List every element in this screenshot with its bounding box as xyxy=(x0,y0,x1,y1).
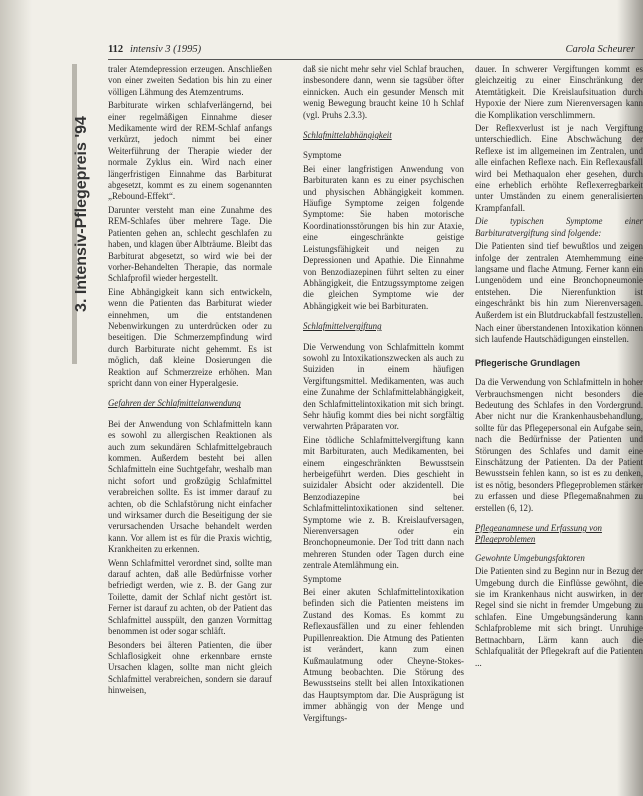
header-rule xyxy=(108,59,643,60)
paragraph: Eine Abhängigkeit kann sich entwickeln, wenn die Patienten das Barbiturat wieder einnehmen, um die entstandenen Nebenwirkungen zu unterdrücken oder zu beseitigen. Die Schmerzempfindung wird durch Barbiturate nicht gehemmt. Es ist möglich, daß kleine Dosierungen die Reaktion auf Schmerzreize erhöhen. Man spricht dann von einer Hyperalgesie. xyxy=(108,286,272,388)
paragraph: traler Atemdepression erzeugen. Anschließen von einer zweiten Sedation bis hin zu einer völligen Lähmung des Atemzentrums. xyxy=(108,64,272,97)
subheading: Schlafmittelabhängigkeit xyxy=(303,130,392,141)
paragraph: Die Patienten sind zu Beginn nur in Bezug der Umgebung durch die Einflüsse gewöhnt, die sie im Krankenhaus nicht auswirken, in der Regel sind sie nicht in fremder Umgebung zu schlafen. Eine Umgebungsänderung kann Schlafprobleme mit sich bringt. Unruhige Bettnachbarn, Lärm kann auch die Schlafqualität der Pflegekraft auf die Patienten ... xyxy=(475,566,643,668)
italic-lead: Die typischen Symptome einer Barbituratvergiftung sind folgende: xyxy=(475,216,643,238)
section-heading: Pflegerische Grundlagen xyxy=(475,357,581,368)
paragraph: Bei einer langfristigen Anwendung von Barbituraten kann es zu einer psychischen und physischen Abhängigkeit kommen. Häufige Symptome zeigen folgende Symptome: Sie haben motorische Koordinationsstörungen bis hin zur Ataxie, eine eingeschränkte geistige Leistungsfähigkeit und neigen zu Depressionen und Apathie. Die Einnahme von Benzodiazepinen führt selten zu einer Abhängigkeit, die Entzugssymptome zeigen die gleichen Symptome wie der Abhängigkeit wie bei Barbituraten. xyxy=(303,163,464,311)
paragraph: Barbiturate wirken schlafverlängernd, bei einer regelmäßigen Einnahme dieser Medikamente wird der REM-Schlaf anfangs verkürzt, jedoch nimmt bei einer Weiterführung der Therapie wieder der normale Zyklus ein. Wird nach einer längerfristigen Einnahme das Barbiturat abgesetzt, kommt es zu einem sogenannten „Rebound-Effekt“. xyxy=(108,100,272,202)
page-number: 112 xyxy=(108,44,124,55)
paragraph: Da die Verwendung von Schlafmitteln in hoher Verbrauchsmengen nicht besonders die Bedeutung des Schlafes in den Vordergrund. Aber nicht nur die Krankenhausbehandlung, sollte für das Pflegepersonal ein Aufgabe sein, nach die Bedürfnisse der Patienten und Störungen des Schlafes und damit eine Einschätzung der Patienten. Da der Patient Bewusstsein fehlen kann, so ist es zu denken, ist es nötig, besonders Pflegeproblemen stärker zu erfassen und diese Pflegemaßnahmen zu erstellen (6, 12). xyxy=(475,377,643,513)
paragraph: daß sie nicht mehr sehr viel Schlaf brauchen, insbesondere dann, wenn sie tagsüber öfter einnicken. Auch ein gesunder Mensch mit wenig Bewegung braucht keine 10 h Schlaf (vgl. Pruhs 2.3.3). xyxy=(303,64,464,120)
text-column-2 xyxy=(303,64,464,726)
paragraph: Darunter versteht man eine Zunahme des REM-Schlafes über mehrere Tage. Die Patienten gehen an, schlecht geschlafen zu haben, und klagen über Albträume. Bleibt das Barbiturat abgesetzt, so wird wie bei der vorher-Behandelten Therapie, das normale Schlafprofil wieder hergestellt. xyxy=(108,204,272,284)
journal-citation: intensiv 3 (1995) xyxy=(130,44,202,55)
page-shadow-left xyxy=(0,0,32,796)
author-name: Carola Scheurer xyxy=(565,44,635,55)
paragraph: Bei der Anwendung von Schlafmitteln kann es sowohl zu allergischen Reaktionen als auch zum sekundären Schlafmittelgebrauch kommen. Außerdem besteht bei allen Schlafmitteln eine Suchtgefahr, weshalb man nicht sofort und großzügig Schlafmittel verabreichen sollte. Es ist immer darauf zu achten, ob die Schlafstörung nicht einfacher und wirksamer durch die Beseitigung der sie verursachenden Ursache behandelt werden kann. Vor allem ist es für die Praxis wichtig, Krankheiten zu erkennen. xyxy=(108,418,272,555)
paragraph: Die Patienten sind tief bewußtlos und zeigen infolge der zentralen Atemhemmung eine langsame und flache Atmung. Ferner kann ein Lungenödem und eine Bronchopneumonie entstehen. Die Nierenfunktion ist eingeschränkt bis hin zum Nierenversagen. Außerdem ist ein Blutdruckabfall festzustellen. xyxy=(475,241,643,320)
section-sidebar xyxy=(62,64,102,364)
sidebar-label: 3. Intensiv-Pflegepreis '94 xyxy=(73,116,90,312)
paragraph: Wenn Schlafmittel verordnet sind, sollte man darauf achten, daß alle Bedürfnisse vorher befriedigt werden, wie z. B. der Gang zur Toilette, damit der Schlaf nicht gestört ist. Ferner ist darauf zu achten, ob der Patient das Schlafmittel ausspült, den ganzen Vormittag benommen ist oder sogar schläft. xyxy=(108,557,272,637)
subheading: Schlafmittelvergiftung xyxy=(303,321,382,332)
running-header xyxy=(108,44,643,60)
italic-lead: Gewohnte Umgebungsfaktoren xyxy=(475,552,585,563)
paragraph: Eine tödliche Schlafmittelvergiftung kann mit Barbituraten, auch Medikamenten, bei einem eingeschränkten Bewusstsein herbeigeführt werden. Dies geschieht in suizidaler Absicht oder akzidentell. Die Benzodiazepine bei Schlafmittelintoxikationen sind seltener. Symptome wie z. B. Kreislaufversagen, Nierenversagen oder ein Bronchopneumonie. Der Tod tritt dann nach mehreren Stunden oder Tagen durch eine zentrale Atemlähmung ein. xyxy=(303,434,464,571)
paragraph: Bei einer akuten Schlafmittelintoxikation befinden sich die Patienten meistens im Zustand des Komas. Es kommt zu Reflexausfällen und zu einer fehlenden Pupillenreaktion. Die Atmung des Patienten ist verändert, kann zum einen Kußmaulatmung oder Cheyne-Stokes-Atmung beobachten. Die Störung des Bewusstseins stellt bei allen Intoxikationen das Hauptsymptom dar. Die Ausprägung ist immer abhängig von der Menge und Vergiftungs- xyxy=(303,587,464,723)
paragraph: Besonders bei älteren Patienten, die über Schlaflosigkeit ohne erkennbare ernste Ursachen klagen, sollte man nicht gleich Schlafmittel verabreichen, sondern sie darauf hinweisen, xyxy=(108,639,272,696)
subheading: Pflegeanamnese und Erfassung von Pflegeproblemen xyxy=(475,523,602,545)
paragraph: Nach einer überstandenen Intoxikation können sich laufende Hautschädigungen einstellen. xyxy=(475,322,643,345)
text-column-1 xyxy=(108,64,272,699)
subheading: Gefahren der Schlafmittelanwendung xyxy=(108,398,241,409)
paragraph: Der Reflexverlust ist je nach Vergiftung unterschiedlich. Eine Abschwächung der Reflexe ist im allgemeinen im Zentralen, und alle einfachen Reflexe nach. Ein Reflexausfall wird bei Methaqualon eher gesehen, durch eine erheblich erhöhte Reflexerregbarkeit unter Umständen zu einem generalisierten Krampfanfall. xyxy=(475,123,643,213)
text-column-3 xyxy=(475,64,643,784)
paragraph: Symptome xyxy=(303,573,342,584)
paragraph: Symptome xyxy=(303,150,342,161)
paragraph: dauer. In schwerer Vergiftungen kommt es gleichzeitig zu einer Einschränkung der Atemtätigkeit. Die Kreislaufsituation durch Hypoxie der Niere zum Nierenversagen kann die Komplikation verschlimmern. xyxy=(475,64,643,120)
paragraph: Die Verwendung von Schlafmitteln kommt sowohl zu Intoxikationszwecken als auch zu Suiziden in einem häufigen Vergiftungsmittel. Medikamenten, was auch eine Zunahme der Schlafmittelabhängigkeit, den Schlafmittelintoxikation mit sich bringt. Sehr häufig kommt dies bei nicht sorgfältig verwahrten Präparaten vor. xyxy=(303,341,464,432)
